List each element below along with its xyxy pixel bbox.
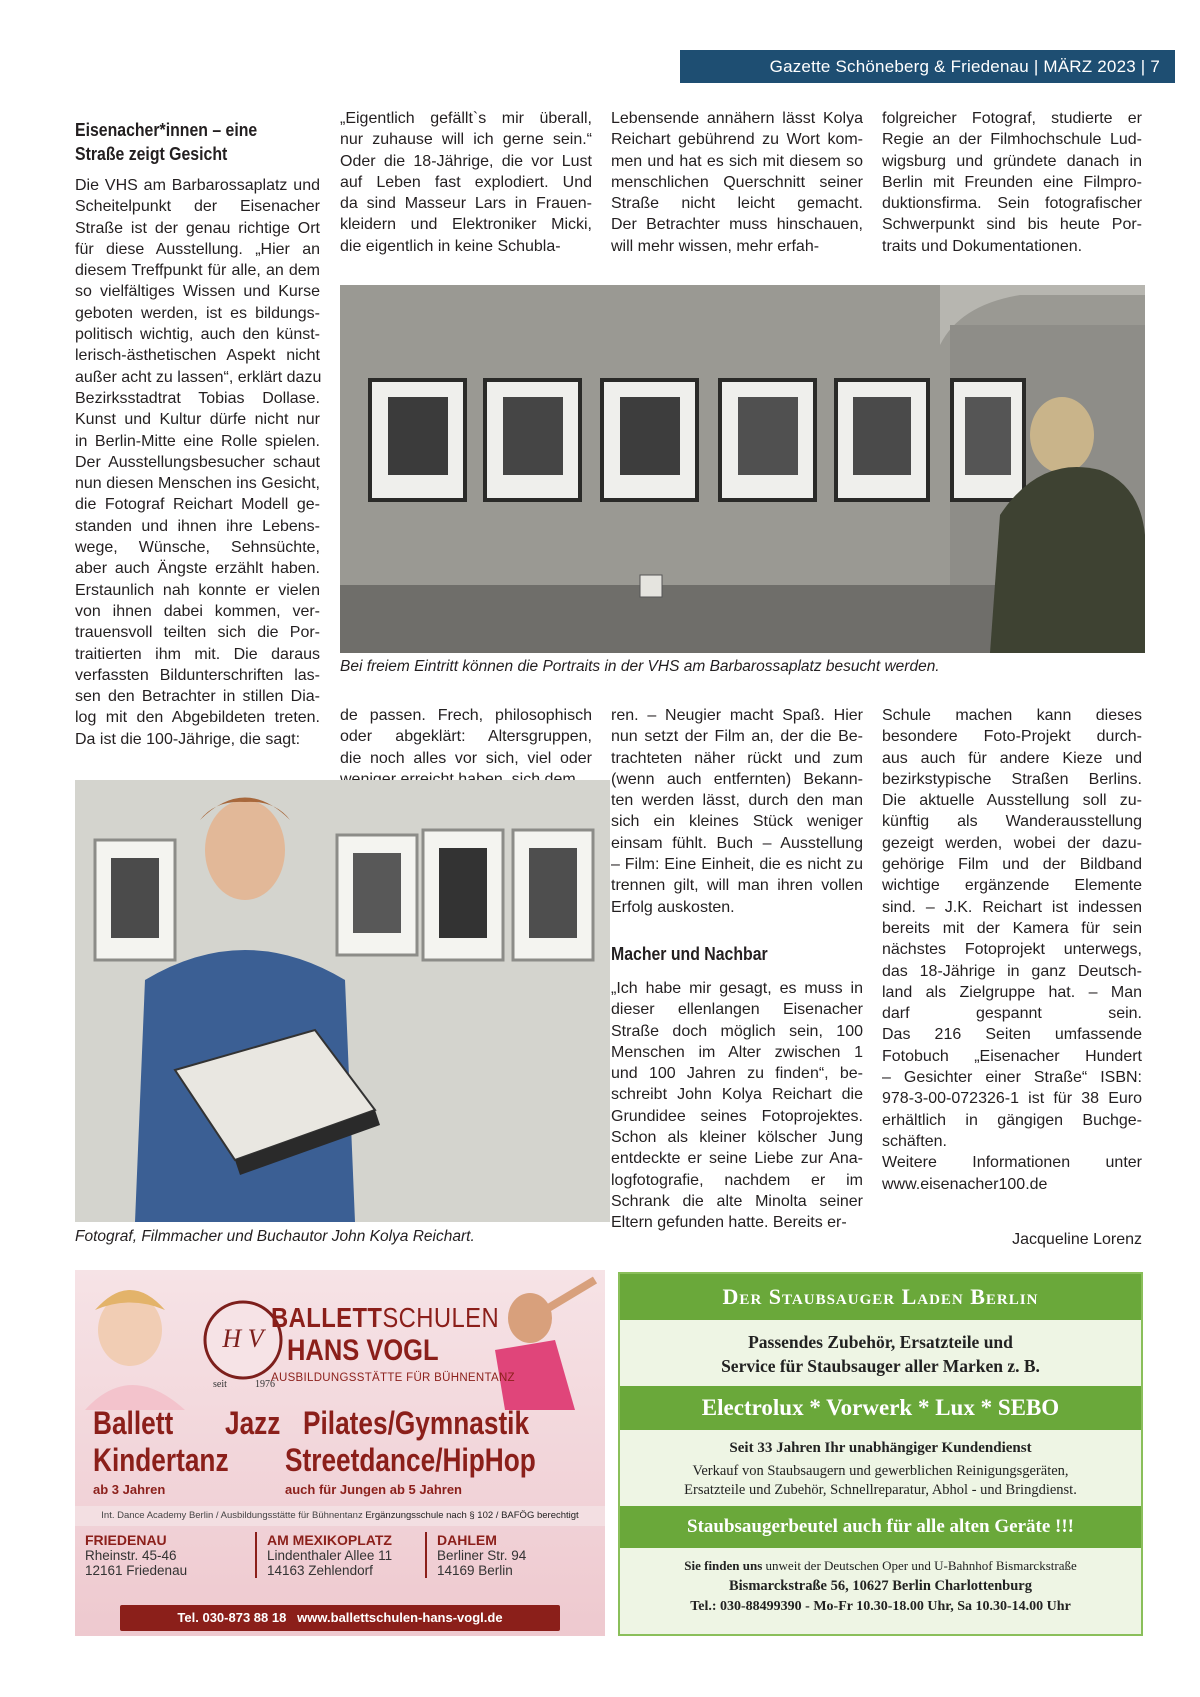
text-line: verfassten Bildunterschriften las- [75,666,320,684]
text-line: gezeigt werden, wobei der dazu- [882,834,1142,852]
text-line: – Film: Eine Einheit, die es nicht zu [611,856,863,874]
course-jazz: Jazz [225,1405,281,1441]
text-line: Die aktuelle Ausstellung soll zu- [882,792,1142,810]
vacuum-brands: Electrolux * Vorwerk * Lux * SEBO [620,1386,1141,1430]
text-line: nun setzt der Film an, der die Be- [611,728,863,746]
course-pilates: Pilates/Gymnastik [303,1405,530,1441]
text-line: da sind Masseur Lars in Frauen- [340,195,592,213]
vacuum-bags: Staubsaugerbeutel auch für alle alten Geräte !!! [620,1506,1141,1548]
location-name: AM MEXIKOPLATZ [267,1532,392,1548]
text-line: Der Betrachter muss hinschauen, [611,216,863,234]
note-boys: auch für Jungen ab 5 Jahren [285,1482,462,1497]
location-name: DAHLEM [437,1532,497,1548]
ballet-brand-name: HANS VOGL [287,1334,439,1367]
photographer-photo [75,780,610,1222]
text-line: men und hat es sich mit diesem so [611,152,863,170]
text-line: bereits mit der Kamera für sein [882,919,1142,937]
location-block [425,1532,585,1578]
text-line: aber auch Ängste erzählt haben. [75,560,320,578]
text-line: Schule machen kann dieses [882,707,1142,724]
exhibition-photo-caption: Bei freiem Eintritt können die Portraits in der VHS am Barbarossaplatz besucht werden. [340,658,940,675]
text-line: standen und ihnen ihre Lebens- [75,517,320,535]
article-title-line2: Straße zeigt Gesicht [75,144,228,164]
text-line: folgreicher Fotograf, studierte er [882,110,1142,127]
vacuum-desc-line2: Ersatzteile und Zubehör, Schnellreparatur, Abhol - und Bringdienst. [684,1482,1077,1498]
text-line: schreibt John Kolya Reichart die [611,1086,863,1104]
text-line: Die VHS am Barbarossaplatz und [75,177,320,194]
text-line: aus auch für andere Kieze und [882,749,1142,767]
text-line: sich ein kleines Stück weniger [611,813,863,831]
text-line: „Ich habe mir gesagt, es muss in [611,980,863,997]
text-line: dieser ellenlangen Eisenacher [611,1001,863,1019]
ballet-phone[interactable]: Tel. 030-873 88 18 [177,1610,287,1625]
text-line: will mehr wissen, mehr erfah- [611,237,820,255]
text-line: Berlin mit Freunden eine Filmpro- [882,173,1142,191]
text-line: auf Leben fast explodiert. Und [340,173,592,191]
text-line: oder abgeklärt: Altersgruppen, [340,728,592,746]
text-line: das 18-Jährige in ganz Deutsch- [882,962,1142,980]
exhibition-illustration [340,285,1145,653]
vacuum-shop-ad[interactable] [618,1272,1143,1636]
text-line: trachteten näher rückt und zum [611,749,863,767]
academy-text: Int. Dance Academy Berlin / Ausbildungsstätte für Bühnentanz [101,1510,363,1521]
vacuum-desc-line1: Verkauf von Staubsaugern und gewerblichen Reinigungsgeräten, [692,1463,1069,1479]
text-line: Der Ausstellungsbesucher schaut [75,453,320,471]
text-line: ten werden lässt, durch den man [611,792,863,810]
vacuum-shop-title: Der Staubsauger Laden Berlin [620,1274,1141,1320]
vacuum-description [620,1462,1141,1500]
seal-letters: H V [222,1324,264,1353]
ballet-brand [271,1302,499,1334]
text-line: wichtige ergänzende Elemente [882,877,1142,895]
text-line: Lebensende annähern lässt Kolya [611,110,863,127]
course-ballett: Ballett [93,1405,174,1441]
article-column-2-bottom [340,705,592,790]
text-line: künftig als Wanderausstellung [882,813,1142,831]
text-line: entdeckte er seine Liebe zur Ana- [611,1150,863,1168]
text-line: Fotobuch „Eisenacher Hundert [882,1047,1142,1065]
article-column-3-top [611,108,863,257]
text-line: kleidern und Elektroniker Micki, [340,216,592,234]
brand-light: SCHULEN [382,1302,500,1333]
brand-bold: BALLETT [271,1302,383,1333]
text-line: nun diesen Menschen ins Gesicht, [75,475,320,493]
author-name: Jacqueline Lorenz [1012,1231,1142,1248]
ballet-locations [85,1532,595,1602]
text-line: sind. – J.K. Reichart ist indessen [882,898,1142,916]
article-column-3-bottom [611,705,863,918]
text-line: diesem Treffpunkt für alle, an dem [75,262,320,280]
location-city: 14163 Zehlendorf [267,1563,373,1578]
text-line: nur zuhause will ich gerne sein.“ [340,131,592,149]
text-line: menschlichen Querschnitt seiner [611,173,863,191]
text-line: Straße nicht leicht gemacht. [611,195,863,213]
text-line: 978-3-00-072326-1 ist für 38 Euro [882,1090,1142,1108]
text-line: Menschen im Alter zwischen 1 [611,1043,863,1061]
vacuum-subtitle [620,1330,1141,1378]
text-line: traitierten ihm mit. Die daraus [75,645,320,663]
text-line: schäften. [882,1132,947,1150]
ballet-academy-line [75,1506,605,1526]
location-city: 12161 Friedenau [85,1563,188,1578]
vacuum-subtitle-line2: Service für Staubsauger aller Marken z. B. [721,1356,1040,1376]
text-line: (wenn auch entfernten) Bekann- [611,770,863,788]
location-street: Lindenthaler Allee 11 [267,1548,393,1563]
vacuum-find-us [620,1558,1141,1574]
note-age: ab 3 Jahren [93,1482,166,1497]
text-line: lerisch-ästhetischen Aspekt nicht [75,347,320,365]
text-line: einsam fühlt. Buch – Ausstellung [611,834,863,852]
ballet-contact-bar [120,1605,560,1631]
text-line: www.eisenacher100.de [882,1175,1048,1193]
article-title [75,118,315,166]
location-block [85,1532,245,1578]
course-streetdance: Streetdance/HipHop [285,1442,536,1478]
text-line: nächstes Fotoprojekt unterwegs, [882,941,1142,959]
text-line: Schon als kleiner kölscher Jung [611,1129,863,1147]
text-line: Das 216 Seiten umfassende [882,1026,1142,1044]
text-line: Regie an der Filmhochschule Lud- [882,131,1142,149]
text-line: ren. – Neugier macht Spaß. Hier [611,707,863,724]
text-line: von ihnen dabei kommen, ver- [75,602,320,620]
text-line: darf gespannt sein. [882,1005,1142,1023]
article-column-2-top [340,108,592,257]
text-line: Eltern gefunden hatte. Bereits er- [611,1214,847,1232]
text-line: log mit den Abgebildeten treten. [75,709,320,727]
vacuum-address: Bismarckstraße 56, 10627 Berlin Charlottenburg [728,1578,1032,1594]
text-line: besondere Foto-Projekt durch- [882,728,1142,746]
text-line: Straße doch möglich sein, 100 [611,1022,863,1040]
text-line: Oder die 18-Jährige, die vor Lust [340,152,592,170]
find-us-rest: unweit der Deutschen Oper und U-Bahnhof Bismarckstraße [765,1558,1077,1573]
text-line: „Eigentlich gefällt`s mir überall, [340,110,592,127]
text-line: bezirkstypische Straßen Berlins. [882,770,1142,788]
text-line: Straße ist der genau richtige Ort [75,219,320,237]
text-line: Schrank die alte Minolta seiner [611,1192,863,1210]
location-city: 14169 Berlin [437,1563,513,1578]
text-line: Da ist die 100-Jährige, die sagt: [75,730,301,748]
text-line: traits und Dokumentationen. [882,237,1083,255]
academy-extra: Ergänzungsschule nach § 102 / BAFÖG berechtigt [365,1510,579,1521]
text-line: Reichart gebührend zu Wort kom- [611,131,863,149]
text-line: wigsburg und gründete danach in [882,152,1142,170]
text-line: so vielfältiges Wissen und Kurse [75,283,320,301]
location-block [255,1532,415,1578]
article-column-3-sub [611,978,863,1234]
find-us-bold: Sie finden uns [684,1558,763,1573]
text-line: und 100 Jahren zu finden“, be- [611,1065,863,1083]
text-line: de passen. Frech, philosophisch [340,707,592,724]
text-line: Erstaunlich nah konnte er vielen [75,581,320,599]
text-line: logfotografie, nachdem er im [611,1171,863,1189]
text-line: politisch wichtig, auch den künst- [75,326,320,344]
ballet-website-link[interactable]: www.ballettschulen-hans-vogl.de [297,1610,503,1625]
seal-since: seit [213,1379,227,1390]
seal-year: 1976 [255,1379,275,1390]
location-name: FRIEDENAU [85,1532,167,1548]
exhibition-photo [340,285,1145,653]
text-line: Kunst und Kultur dürfe nicht nur [75,411,320,429]
text-line: trauensvoll teilten sich die Por- [75,624,320,642]
text-line: – Gesichter einer Straße“ ISBN: [882,1069,1142,1087]
text-line: sen den Betrachter in stillen Dia- [75,688,320,706]
text-line: die Fotograf Reichart Modell ge- [75,496,320,514]
text-line: geboten werden, ist es bildungs- [75,304,320,322]
text-line: Weitere Informationen unter [882,1154,1142,1172]
text-line: trennen gilt, will man ihren vollen [611,877,863,895]
text-line: außer acht zu lassen“, erklärt dazu [75,368,322,386]
text-line: land als Zielgruppe hat. – Man [882,983,1142,1001]
text-line: die eigentlich in keine Schubla- [340,237,561,255]
text-line: für diese Ausstellung. „Hier an [75,240,320,258]
vacuum-subtitle-line1: Passendes Zubehör, Ersatzteile und [748,1332,1013,1352]
text-line: die noch alles vor sich, viel oder [340,749,592,767]
article-column-4-top [882,108,1142,257]
page-header: Gazette Schöneberg & Friedenau | MÄRZ 2023 | 7 [769,57,1160,76]
text-line: in Berlin-Mitte eine Rolle spielen. [75,432,320,450]
vacuum-since: Seit 33 Jahren Ihr unabhängiger Kundendienst [729,1440,1032,1456]
location-street: Berliner Str. 94 [437,1548,527,1563]
article-title-line1: Eisenacher*innen – eine [75,120,258,140]
text-line: Bezirksstadtrat Tobias Dollase. [75,389,320,407]
text-line: duktionsfirma. Sein fotografischer [882,195,1142,213]
text-line: Grundidee seines Fotoprojektes. [611,1107,863,1125]
course-kindertanz: Kindertanz [93,1442,229,1478]
text-line: wege, Wünsche, Sehnsüchte, [75,539,320,557]
text-line: erhältlich in gängigen Buchge- [882,1111,1142,1129]
text-line: Scheitelpunkt der Eisenacher [75,198,320,216]
photographer-illustration [75,780,610,1222]
vacuum-contact[interactable]: Tel.: 030-88499390 - Mo-Fr 10.30-18.00 Uhr, Sa 10.30-14.00 Uhr [690,1599,1071,1614]
text-line: Erfolg auskosten. [611,898,735,916]
subheading: Macher und Nachbar [611,944,768,964]
text-line: Schwerpunkt sind bis heute Por- [882,216,1142,234]
text-line: gehörige Film und der Bildband [882,856,1142,874]
ballet-school-ad[interactable] [75,1270,605,1636]
location-street: Rheinstr. 45-46 [85,1548,177,1563]
article-column-4-bottom [882,705,1142,1195]
article-column-1 [75,175,320,750]
photographer-photo-caption: Fotograf, Filmmacher und Buchautor John Kolya Reichart. [75,1228,475,1245]
ballet-tagline: AUSBILDUNGSSTÄTTE FÜR BÜHNENTANZ [271,1372,515,1384]
